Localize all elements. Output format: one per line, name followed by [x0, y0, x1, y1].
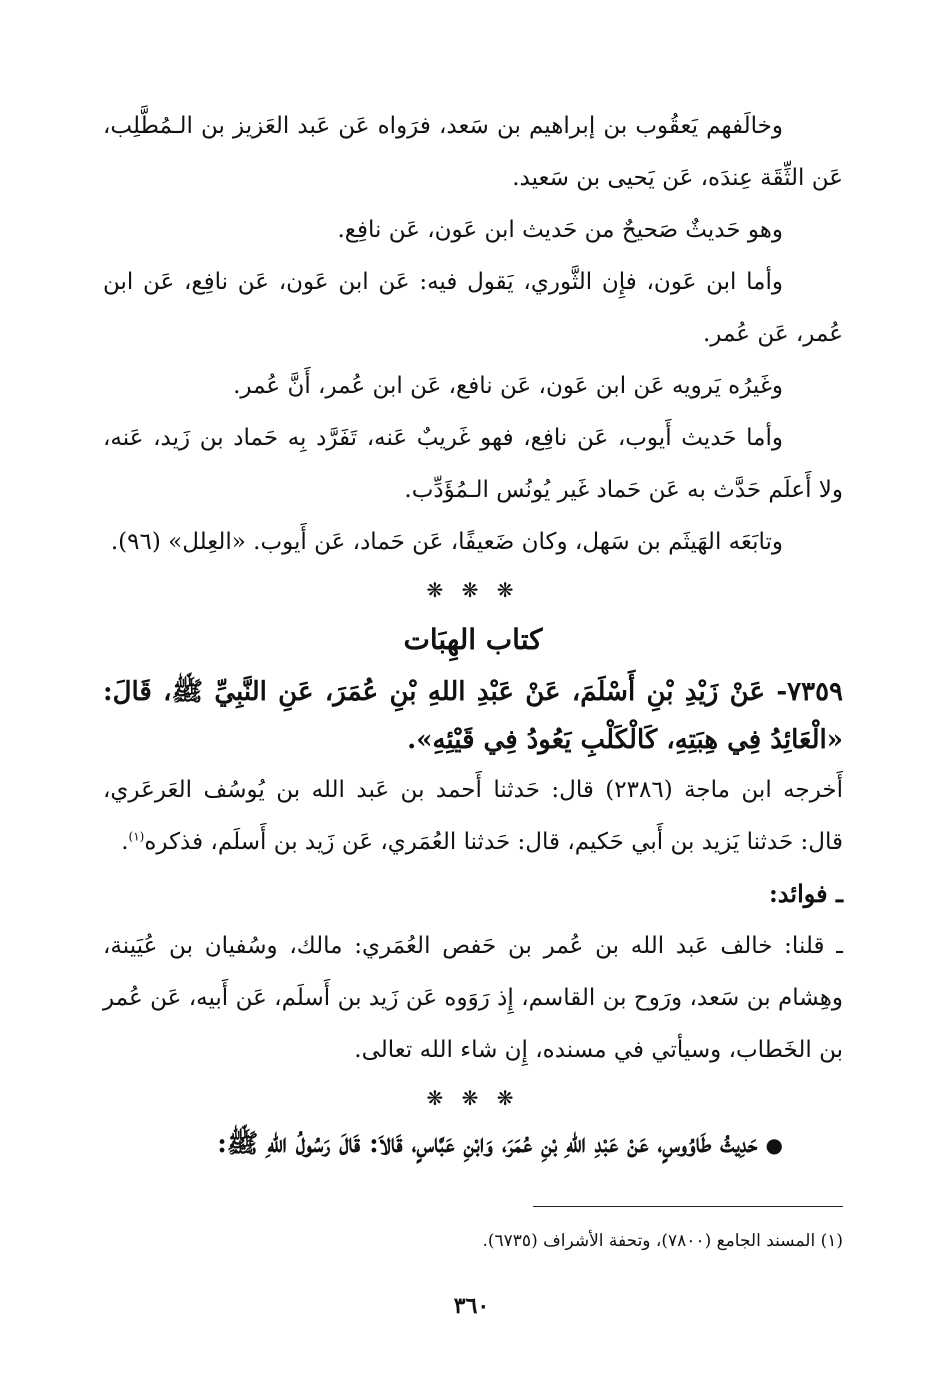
hadith-text	[103, 668, 843, 764]
paragraph: وأما ابن عَون، فإِن الثَّوري، يَقول فيه: عَن ابن عَون، عَن نافِع، عَن ابن عُمر، عَن عُمر.	[103, 269, 843, 347]
paragraph: وغَيرُه يَرويه عَن ابن عَون، عَن نافع، عَن ابن عُمر، أَنَّ عُمر.	[233, 373, 783, 399]
chapter-title: كتاب الهِبَات	[403, 623, 543, 656]
benefits-heading: ـ فوائد:	[768, 879, 843, 908]
benefits-text: ـ قلنا: خالف عَبد الله بن عُمر بن حَفص العُمَري: مالك، وسُفيان بن عُيَينة، وهِشام بن سَعد، ورَوح بن القاسم، إِذ رَوَوه عَن زَيد بن أَسلَم، عَن أَبيه، عَن عُمر بن الخَطاب، وسيأتي في مسنده، إِن شاء الله تعالى.	[103, 933, 843, 1063]
takhrij-text: أَخرجه ابن ماجة (٢٣٨٦) قال: حَدثنا أَحمد بن عَبد الله بن يُوسُف العَرعَري، قال: حَدثنا يَزيد بن أَبي حَكيم، قال: حَدثنا العُمَري، عَن زَيد بن أَسلَم، فذكره	[103, 777, 843, 855]
footnote-marker: (١)	[128, 829, 145, 844]
main-text	[103, 100, 843, 1169]
paragraph: وأما حَديث أَيوب، عَن نافِع، فهو غَريبٌ عَنه، تَفَرَّد بِه حَماد بن زَيد، عَنه، ولا أَعلَم حَدَّث به عَن حَماد غَير يُونُس الـمُؤَدِّب.	[103, 425, 843, 503]
next-hadith-intro	[103, 1120, 843, 1169]
footnote: (١) المسند الجامع (٧٨٠٠)، وتحفة الأشراف (٦٧٣٥).	[482, 1231, 843, 1251]
paragraph: وتابَعَه الهَيثَم بن سَهل، وكان ضَعيفًا، عَن حَماد، عَن أَيوب. «العِلل» (٩٦).	[110, 529, 783, 555]
section-separator: ❋ ❋ ❋	[426, 578, 520, 602]
paragraph: وهو حَديثٌ صَحيحٌ من حَديث ابن عَون، عَن نافِع.	[337, 217, 783, 243]
takhrij-paragraph: أَخرجه ابن ماجة (٢٣٨٦) قال: حَدثنا أَحمد بن عَبد الله بن يُوسُف العَرعَري، قال: حَدثنا يَزيد بن أَبي حَكيم، قال: حَدثنا العُمَري، عَن زَيد بن أَسلَم، فذكره$^{(١)}$.	[103, 777, 843, 855]
paragraph: وخالَفهم يَعقُوب بن إبراهيم بن سَعد، فرَواه عَن عَبد العَزيز بن الـمُطَّلِب، عَن الثِّقَة عِندَه، عَن يَحيى بن سَعيد.	[103, 113, 843, 191]
hadith-number: ٧٣٥٩-	[776, 677, 843, 707]
next-hadith-text: حَدِيثُ طَاوُوسٍ، عَنْ عَبْدِ اللهِ بْنِ عُمَرَ، وَابْنِ عَبَّاسٍ، قَالاَ: قَالَ رَسُولُ اللهِ ﷺ:	[217, 1129, 758, 1159]
hadith-body: عَنْ زَيْدِ بْنِ أَسْلَمَ، عَنْ عَبْدِ اللهِ بْنِ عُمَرَ، عَنِ النَّبِيِّ ﷺ، قَالَ: «الْعَائِدُ فِي هِبَتِهِ، كَالْكَلْبِ يَعُودُ فِي قَيْئِهِ».	[103, 677, 843, 755]
footnote-divider	[533, 1206, 843, 1207]
page-number: ٣٦٠	[453, 1293, 490, 1319]
bullet-icon: ●	[765, 1133, 783, 1157]
section-separator: ❋ ❋ ❋	[426, 1086, 520, 1110]
